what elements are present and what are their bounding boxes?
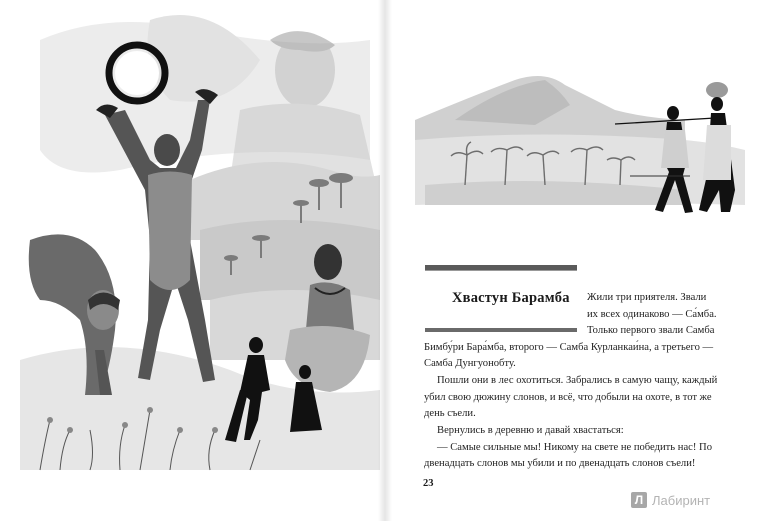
text-line: Бимбу́ри Бара́мба, второго — Самба Курланкаи́на, а третьего — <box>424 342 714 353</box>
page-number: 23 <box>423 478 434 489</box>
text-line: Пошли они в лес охотиться. Забрались в самую чащу, каждый <box>437 375 718 386</box>
text-line: двенадцать слонов мы убили и по двенадцать слонов съели! <box>424 458 696 469</box>
text-line: Только первого звали Самба <box>587 325 715 336</box>
text-line: — Самые сильные мы! Никому на свете не победить нас! По <box>437 442 712 453</box>
text-line: Жили три приятеля. Звали <box>587 292 707 303</box>
text-line: Самба Дунгуонобту. <box>424 358 516 369</box>
title-rule-bottom <box>425 328 577 332</box>
text-line: их всех одинаково — Са́мба. <box>587 309 717 320</box>
sun-ring <box>109 45 165 101</box>
labirint-logo-icon: Л <box>631 492 647 508</box>
text-line: убил свою дюжину слонов, и всё, что добыли на охоте, в тот же <box>424 392 712 403</box>
header-illustration <box>385 0 770 230</box>
watermark-logo <box>631 490 710 510</box>
text-line: Вернулись в деревню и давай хвастаться: <box>437 425 624 436</box>
watermark-text: Лабиринт <box>652 492 711 508</box>
right-text-page <box>385 0 770 521</box>
story-title: Хвастун Барамба <box>452 290 570 306</box>
title-rule-top <box>425 265 577 271</box>
text-line: день съели. <box>424 408 476 419</box>
